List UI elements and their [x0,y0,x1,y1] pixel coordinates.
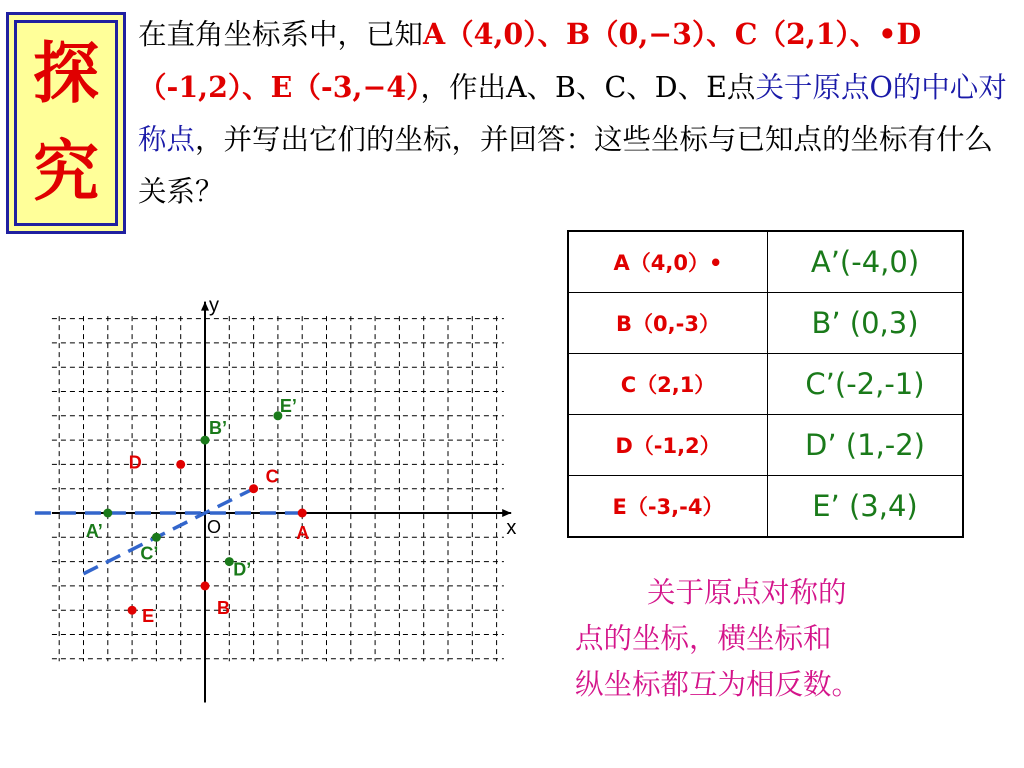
table-row [568,293,963,354]
table-row [568,231,963,293]
symmetric-point-cell: A’(-4,0) [768,231,964,293]
conclusion-line-1: 关于原点对称的 [647,576,847,609]
point-label-d-prime: D’ [233,559,252,580]
conclusion-line-3: 纵坐标都互为相反数。 [575,668,861,701]
problem-text-1: 在直角坐标系中，已知 [138,18,424,51]
y-axis-label: y [209,294,219,317]
point-d [176,460,185,469]
badge-char-1: 探 [33,34,99,112]
symmetric-point-cell: D’ (1,-2) [768,415,964,476]
point-label-c-prime: C’ [140,543,159,564]
symmetry-lines [35,489,302,574]
problem-text-2: ，作出A、B、C、D、E点 [420,71,756,104]
problem-text-3: ，并写出它们的坐标，并回答：这些坐标与已知点的坐标有什么关系？ [138,123,994,208]
points [86,396,309,626]
point-label-e-prime: E’ [279,395,297,416]
point-label-a-prime: A’ [85,521,103,541]
y-axis-arrow [201,302,209,311]
grid-lines [52,316,504,661]
origin-label: O [207,517,222,537]
coordinate-table [567,230,964,538]
x-axis-arrow [502,509,511,517]
axes [52,302,511,703]
symmetric-point-cell: C’(-2,-1) [768,354,964,415]
point-label-b: B [217,597,230,618]
original-point-cell: B（0,-3） [568,293,768,354]
point-label-e: E [142,606,155,627]
point-label-d: D [128,452,142,473]
point-label-a: A [296,523,310,543]
conclusion-text [575,570,955,708]
conclusion-line-2: 点的坐标，横坐标和 [575,622,832,655]
point-a-prime [103,509,112,518]
badge-char-2: 究 [33,132,99,210]
original-point-cell: D（-1,2） [568,415,768,476]
point-label-b-prime: B’ [209,418,227,439]
point-a [298,509,307,518]
point-e [128,606,137,615]
symmetric-point-cell: B’ (0,3) [768,293,964,354]
table-row [568,415,963,476]
original-point-cell: C（2,1） [568,354,768,415]
original-point-cell: E（-3,-4） [568,476,768,538]
table-row [568,354,963,415]
symmetric-point-cell: E’ (3,4) [768,476,964,538]
point-label-c: C [265,466,279,487]
symmetry-phrase: 关于原点O的中心对称点 [138,71,1007,156]
given-points: A（4,0）、B（0,−3）、C（2,1）、•D（-1,2）、E（-3,−4） [138,17,922,104]
point-c [249,484,258,493]
point-b [201,581,210,590]
table-row [568,476,963,538]
point-c-prime [152,533,161,542]
x-axis-label: x [506,517,517,539]
original-point-cell: A（4,0）• [568,231,768,293]
